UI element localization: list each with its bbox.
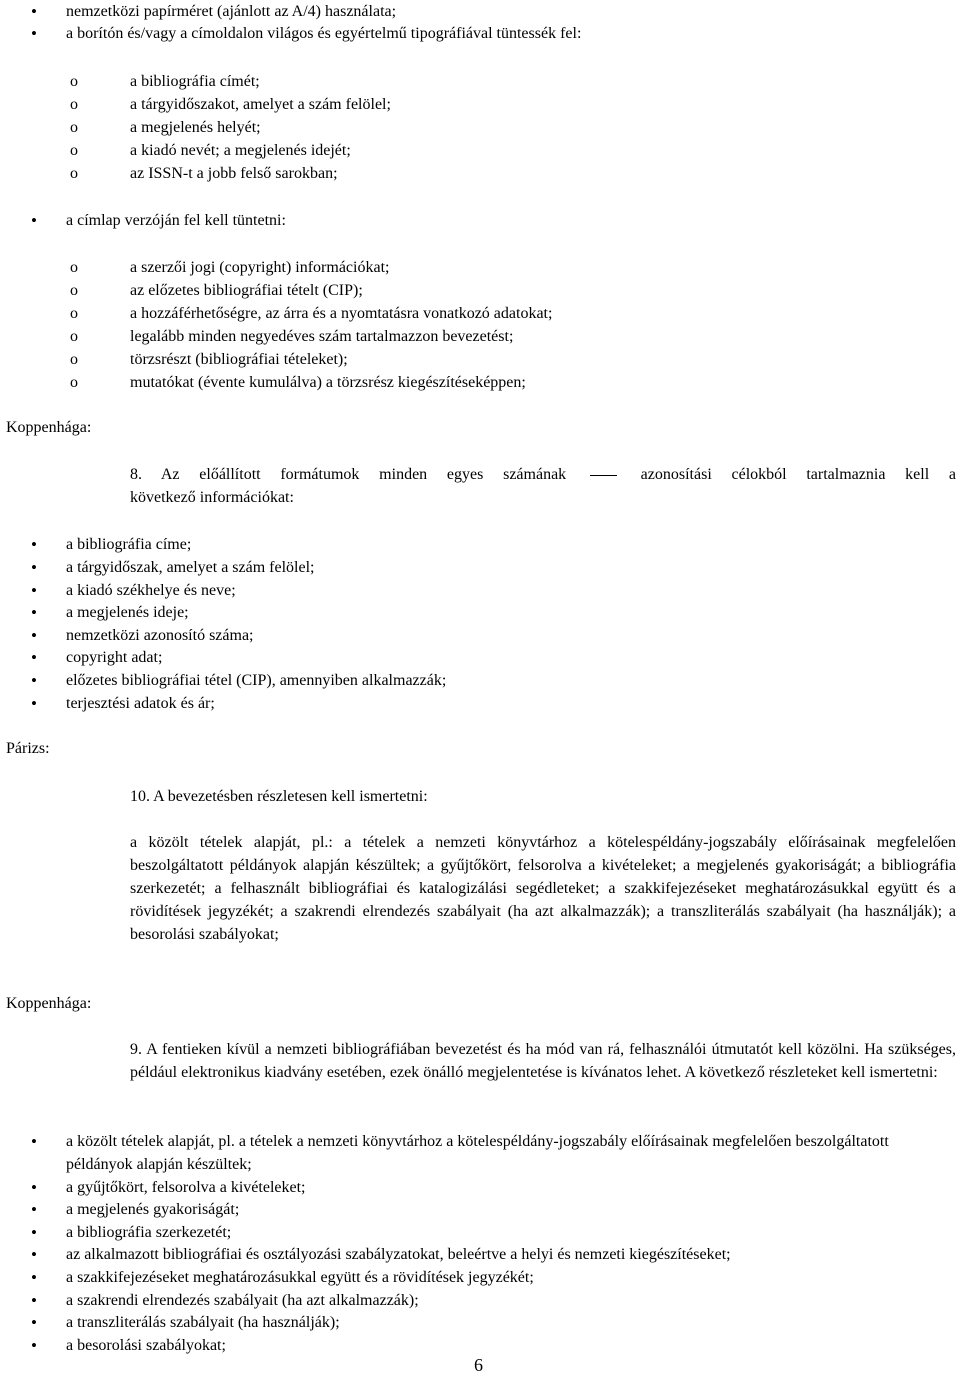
paragraph-8-line2: következő információkat: (130, 489, 294, 506)
bullet-item: • a közölt tételek alapját, pl. a tételek a nemzeti könyvtárhoz a kötelespéldány-jogszabály előírásainak megfelelően beszolgáltatott példányok alapján készültek; (66, 1130, 956, 1176)
bullet-item: • a besorolási szabályokat; (66, 1334, 946, 1357)
sub-list-item: o az ISSN-t a jobb felső sarokban; (130, 162, 950, 185)
sub-list-item: o az előzetes bibliográfiai tételt (CIP); (130, 279, 950, 302)
bullet-item: • a bibliográfia címe; (66, 533, 946, 556)
bullet-item: • az alkalmazott bibliográfiai és osztályozási szabályzatokat, beleértve a helyi és nemzeti kiegészítéseket; (66, 1243, 946, 1266)
paragraph-8-line1 (130, 463, 956, 486)
bullet-item: • a szakkifejezéseket meghatározásukkal együtt és a rövidítések jegyzékét; (66, 1266, 946, 1289)
bullet-item: • a tárgyidőszak, amelyet a szám felölel; (66, 556, 946, 579)
page-number: 6 (474, 1355, 483, 1375)
bullet-item: • nemzetközi azonosító száma; (66, 624, 946, 647)
sub-list-item: o a hozzáférhetőségre, az árra és a nyomtatásra vonatkozó adatokat; (130, 302, 950, 325)
section-heading-koppenhaga: Koppenhága: (6, 419, 92, 436)
sub-list-item: o a szerzői jogi (copyright) információkat; (130, 256, 950, 279)
bullet-item: • a transzliterálás szabályait (ha használják); (66, 1311, 946, 1334)
bullet-item: • a bibliográfia szerkezetét; (66, 1221, 946, 1244)
bullet-item: • a címlap verzóján fel kell tüntetni: (66, 209, 946, 232)
sub-list-item: o a kiadó nevét; a megjelenés idejét; (130, 139, 950, 162)
sub-list-item: o a tárgyidőszakot, amelyet a szám felölel; (130, 93, 950, 116)
sub-list-item: o törzsrészt (bibliográfiai tételeket); (130, 348, 950, 371)
bullet-item: • terjesztési adatok és ár; (66, 692, 946, 715)
paragraph-10-body: a közölt tételek alapját, pl.: a tételek a nemzeti könyvtárhoz a kötelespéldány-jogszabály előírásainak megfelelően beszolgáltatott példányok alapján készültek; a gyűjtőkört, felsorolva a kivételeket; a megjelenés gyakoriságát; a bibliográfia szerkezetét; a felhasznált bibliográfiai és katalogizálási segédleteket; a szakkifejezéseket meghatározásukkal együtt és a rövidítések jegyzékét; a szakrendi elrendezés szabályait (ha azt alkalmazzák); a transzliterálás szabályait (ha használják); a besorolási szabályokat; (130, 834, 956, 943)
paragraph-8-text-a: 8. Az előállított formátumok minden egyes számának (130, 466, 567, 483)
bullet-item: • copyright adat; (66, 646, 946, 669)
bullet-item: • a szakrendi elrendezés szabályait (ha azt alkalmazzák); (66, 1289, 946, 1312)
paragraph-9: 9. A fentieken kívül a nemzeti bibliográfiában bevezetést és ha mód van rá, felhasználói útmutatót kell közölni. Ha szükséges, például elektronikus kiadvány esetében, ezek önálló megjelentetése is kívánatos lehet. A következő részleteket kell ismertetni: (130, 1041, 956, 1081)
bullet-item: • a gyűjtőkört, felsorolva a kivételeket; (66, 1176, 946, 1199)
sub-list-item: o mutatókat (évente kumulálva) a törzsrész kiegészítéseképpen; (130, 371, 950, 394)
paragraph-8-text-b: azonosítási célokból tartalmaznia kell a (640, 466, 957, 483)
bullet-item: • nemzetközi papírméret (ajánlott az A/4) használata; (66, 0, 946, 23)
bullet-item: • a borítón és/vagy a címoldalon világos és egyértelmű tipográfiával tüntessék fel: (66, 22, 946, 45)
bullet-item: • a megjelenés ideje; (66, 601, 946, 624)
section-heading-koppenhaga-2: Koppenhága: (6, 995, 92, 1012)
sub-list-item: o legalább minden negyedéves szám tartalmazzon bevezetést; (130, 325, 950, 348)
dash-separator (590, 475, 617, 476)
bullet-item: • előzetes bibliográfiai tétel (CIP), amennyiben alkalmazzák; (66, 669, 946, 692)
paragraph-10-title: 10. A bevezetésben részletesen kell ismertetni: (130, 788, 428, 805)
sub-list-item: o a megjelenés helyét; (130, 116, 950, 139)
bullet-item: • a megjelenés gyakoriságát; (66, 1198, 946, 1221)
bullet-item: • a kiadó székhelye és neve; (66, 579, 946, 602)
section-heading-parizs: Párizs: (6, 740, 50, 757)
sub-list-item: o a bibliográfia címét; (130, 70, 950, 93)
